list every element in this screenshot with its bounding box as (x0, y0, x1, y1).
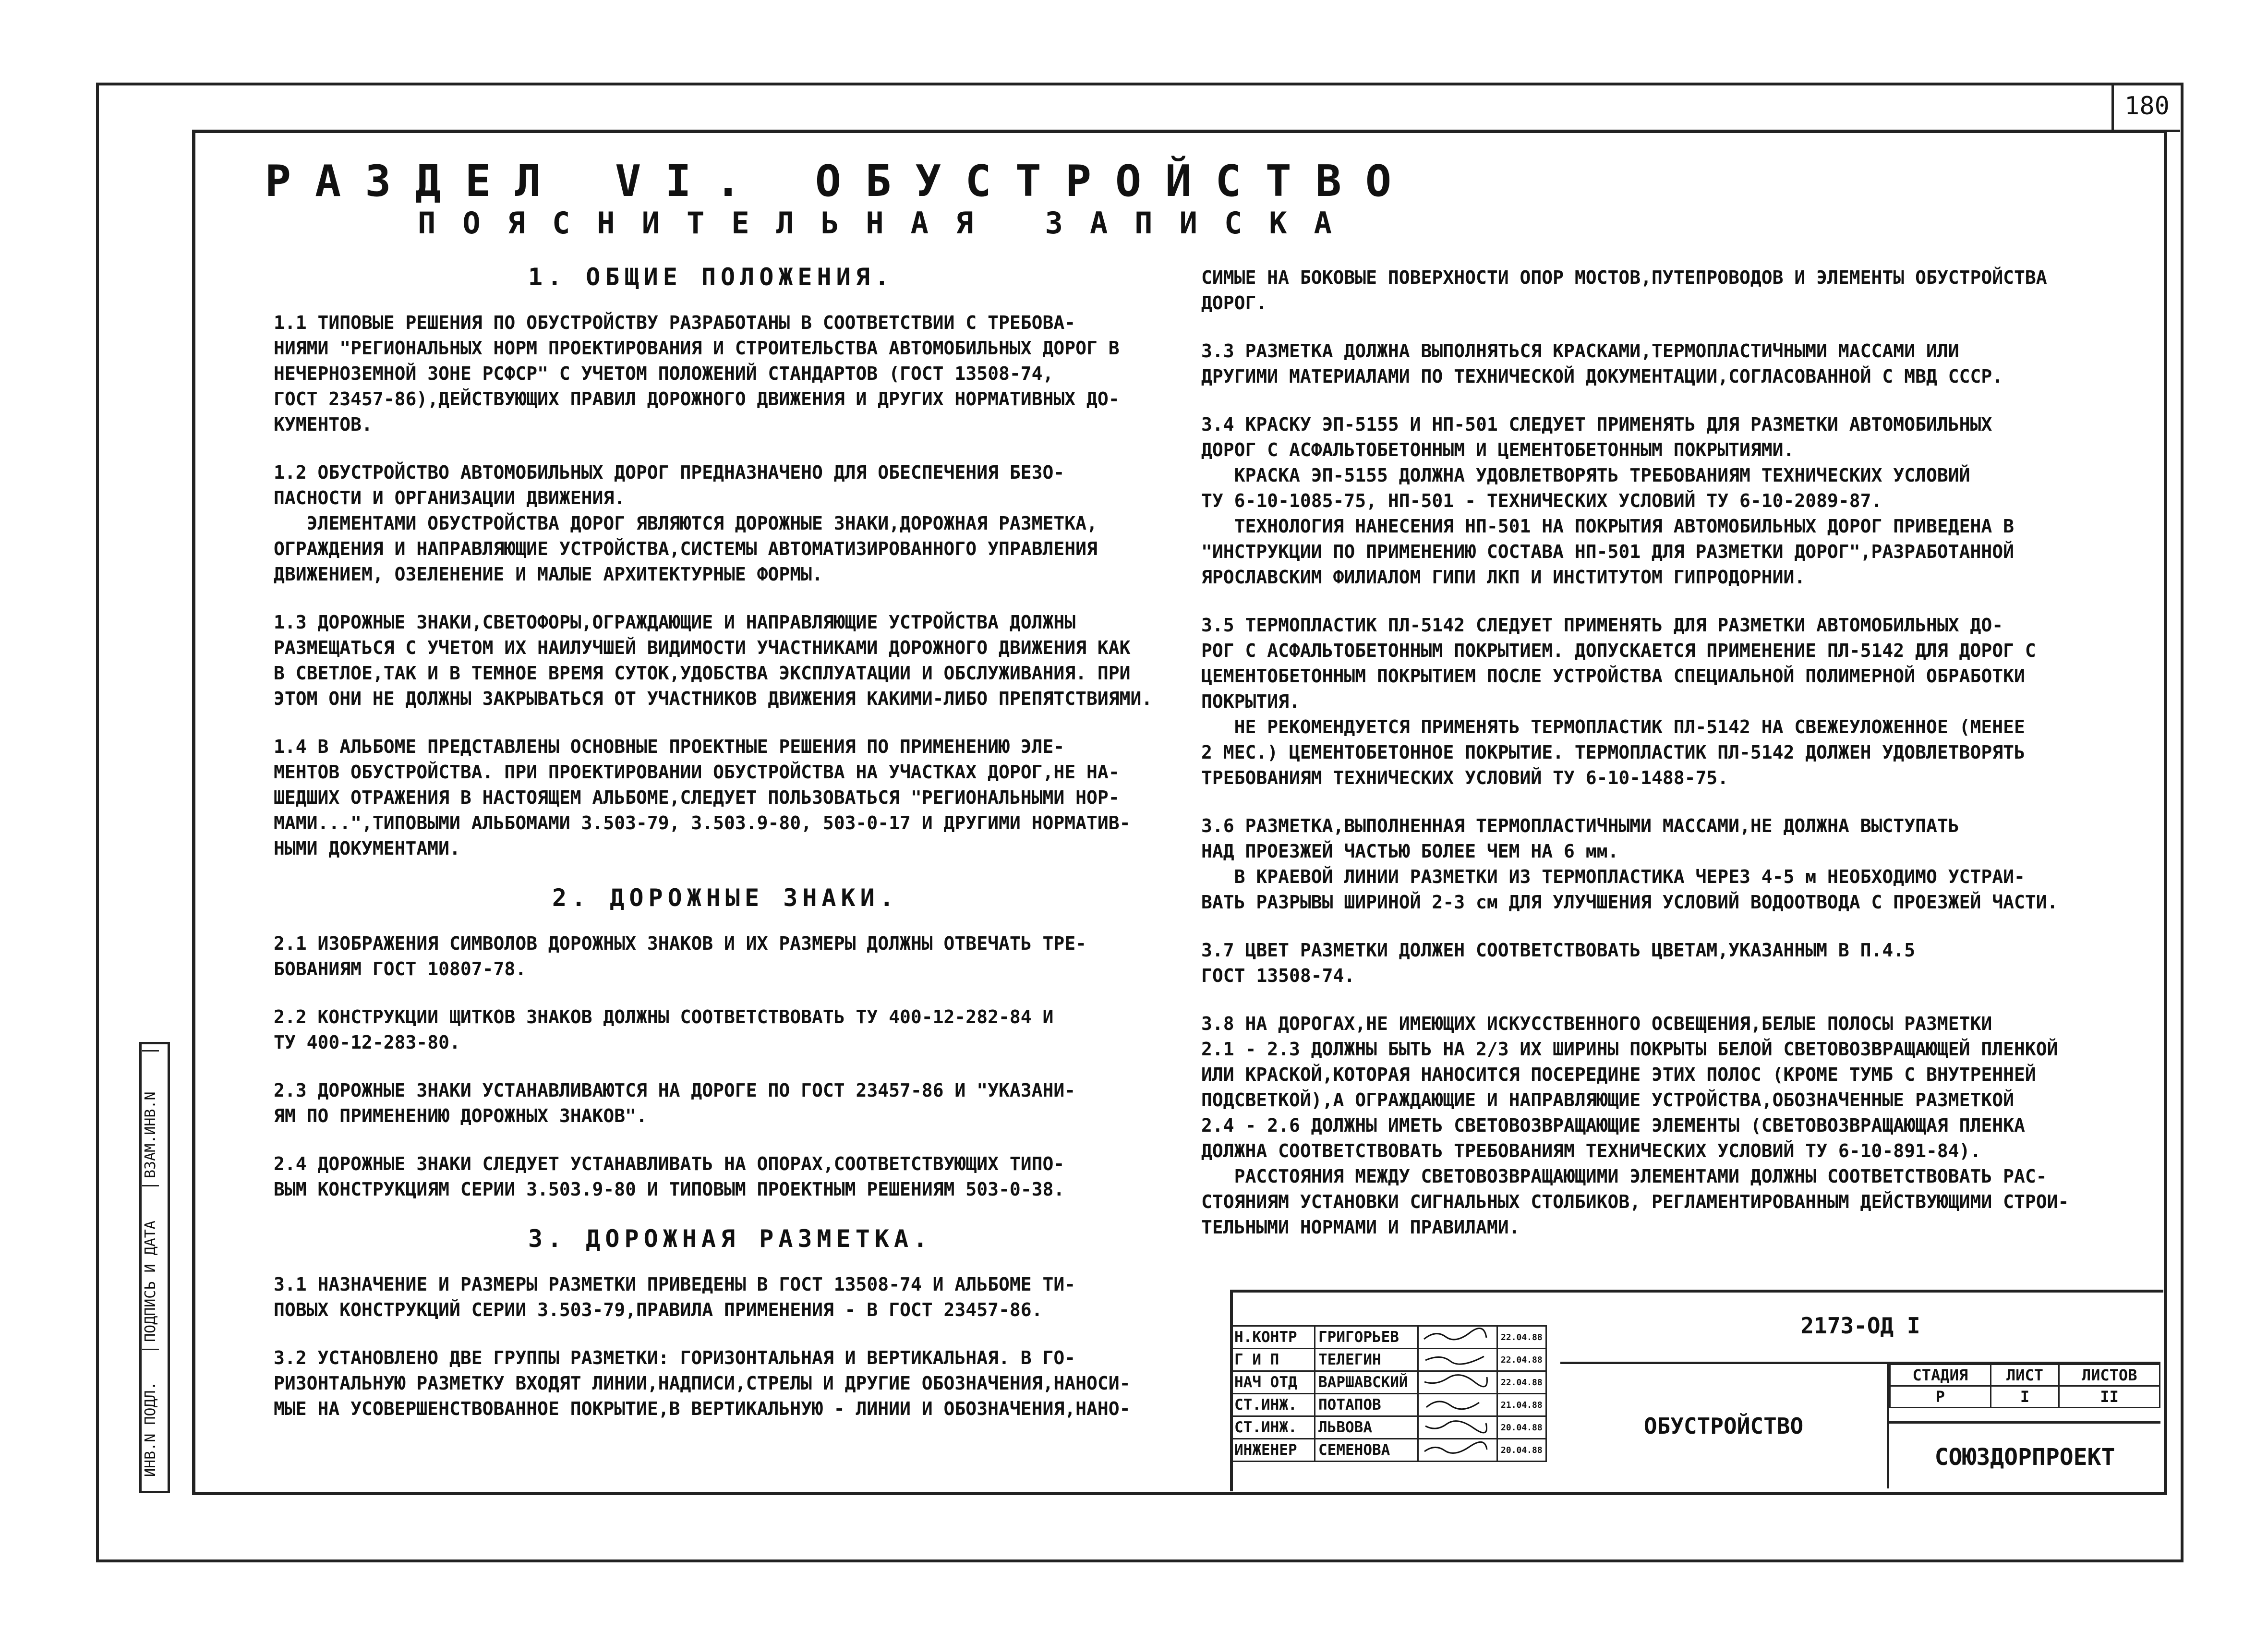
section-heading-2: 2. ДОРОЖНЫЕ ЗНАКИ. (552, 884, 899, 912)
signer-name: ГРИГОРЬЕВ (1315, 1326, 1418, 1349)
side-stamp-sign: ПОДПИСЬ И ДАТА (142, 1185, 159, 1349)
signer-date: 22.04.88 (1497, 1326, 1546, 1349)
organization-name: СОЮЗДОРПРОЕКТ (1889, 1421, 2160, 1491)
paragraph-3-7: 3.7 ЦВЕТ РАЗМЕТКИ ДОЛЖЕН СООТВЕТСТВОВАТЬ ЦВЕТАМ,УКАЗАННЫМ В П.4.5 ГОСТ 13508-74. (1201, 940, 1916, 986)
paragraph-3-6: 3.6 РАЗМЕТКА,ВЫПОЛНЕННАЯ ТЕРМОПЛАСТИЧНЫМИ МАССАМИ,НЕ ДОЛЖНА ВЫСТУПАТЬ НАД ПРОЕЗЖЕЙ ЧАСТЬЮ БОЛЕЕ ЧЕМ НА 6 мм. В КРАЕВОЙ ЛИНИИ РАЗМЕТКИ ИЗ ТЕРМОПЛАСТИКА ЧЕРЕЗ 4-5 м НЕОБХОДИМО УСТРАИ- ВАТЬ РАЗРЫВЫ ШИРИНОЙ 2-3 см ДЛЯ УЛУЧШЕНИЯ УСЛОВИЙ ВОДООТВОДА С ПРОЕЗЖЕЙ ЧАСТИ. (1201, 815, 2058, 913)
stage-header: СТАДИЯ (1890, 1365, 1991, 1386)
signer-role: ИНЖЕНЕР (1231, 1439, 1315, 1462)
section-heading-1: 1. ОБЩИЕ ПОЛОЖЕНИЯ. (528, 263, 894, 291)
signature-scribble (1422, 1327, 1489, 1343)
signer-row (1231, 1349, 1546, 1371)
paragraph-3-2-continued: СИМЫЕ НА БОКОВЫЕ ПОВЕРХНОСТИ ОПОР МОСТОВ,ПУТЕПРОВОДОВ И ЭЛЕМЕНТЫ ОБУСТРОЙСТВА ДОРОГ. (1201, 267, 2047, 314)
stage-table (1889, 1364, 2160, 1408)
sheet-header: ЛИСТ (1991, 1365, 2059, 1386)
signer-date: 22.04.88 (1497, 1371, 1546, 1394)
signer-date: 20.04.88 (1497, 1416, 1546, 1439)
page-number: 180 (2111, 83, 2180, 132)
side-stamp-replace: ВЗАМ.ИНВ.N (142, 1050, 159, 1185)
paragraph-3-8: 3.8 НА ДОРОГАХ,НЕ ИМЕЮЩИХ ИСКУССТВЕННОГО ОСВЕЩЕНИЯ,БЕЛЫЕ ПОЛОСЫ РАЗМЕТКИ 2.1 - 2.3 ДОЛЖНЫ БЫТЬ НА 2/3 ИХ ШИРИНЫ ПОКРЫТЫ БЕЛОЙ СВЕТОВОЗВРАЩАЮЩЕЙ ПЛЕНКОЙ ИЛИ КРАСКОЙ,КОТОРАЯ НАНОСИТСЯ ПОСЕРЕДИНЕ ЭТИХ ПОЛОС (КРОМЕ ТУМБ С ВНУТРЕННЕЙ ПОДСВЕТКОЙ),А ОГРАЖДАЮЩИЕ И НАПРАВЛЯЮЩИЕ УСТРОЙСТВА,ОБОЗНАЧЕННЫЕ РАЗМЕТКОЙ 2.4 - 2.6 ДОЛЖНЫ ИМЕТЬ СВЕТОВОЗВРАЩАЮЩИЕ ЭЛЕМЕНТЫ (СВЕТОВОЗВРАЩАЮЩАЯ ПЛЕНКА ДОЛЖНА СООТВЕТСТВОВАТЬ ТРЕБОВАНИЯМ ТЕХНИЧЕСКИХ УСЛОВИЙ ТУ 6-10-891-84). РАССТОЯНИЯ МЕЖДУ СВЕТОВОЗВРАЩАЮЩИМИ ЭЛЕМЕНТАМИ ДОЛЖНЫ СООТВЕТСТВОВАТЬ РАС- СТОЯНИЯМ УСТАНОВКИ СИГНАЛЬНЫХ СТОЛБИКОВ, РЕГЛАМЕНТИРОВАННЫМ ДЕЙСТВУЮЩИМИ СТРОИ- ТЕЛЬНЫМИ НОРМАМИ И ПРАВИЛАМИ. (1201, 1013, 2069, 1238)
side-stamp (142, 1050, 159, 1484)
signer-row (1231, 1416, 1546, 1439)
object-name: ОБУСТРОЙСТВО (1560, 1364, 1889, 1488)
signer-name: ПОТАПОВ (1315, 1394, 1418, 1416)
signature (1418, 1349, 1497, 1371)
signer-name: ТЕЛЕГИН (1315, 1349, 1418, 1371)
section-heading-3: 3. ДОРОЖНАЯ РАЗМЕТКА. (528, 1225, 933, 1253)
signer-row (1231, 1326, 1546, 1349)
signature-scribble (1422, 1372, 1489, 1389)
signature-scribble (1422, 1440, 1489, 1456)
signer-row (1231, 1439, 1546, 1462)
signer-role: НАЧ ОТД (1231, 1371, 1315, 1394)
signer-name: ЛЬВОВА (1315, 1416, 1418, 1439)
paragraph-1-1: 1.1 ТИПОВЫЕ РЕШЕНИЯ ПО ОБУСТРОЙСТВУ РАЗРАБОТАНЫ В СООТВЕТСТВИИ С ТРЕБОВА- НИЯМИ "РЕГИОНАЛЬНЫХ НОРМ ПРОЕКТИРОВАНИЯ И СТРОИТЕЛЬСТВА АВТОМОБИЛЬНЫХ ДОРОГ В НЕЧЕРНОЗЕМНОЙ ЗОНЕ РСФСР" С УЧЕТОМ ПОЛОЖЕНИЙ СТАНДАРТОВ (ГОСТ 13508-74, ГОСТ 23457-86),ДЕЙСТВУЮЩИХ ПРАВИЛ ДОРОЖНОГО ДВИЖЕНИЯ И ДРУГИХ НОРМАТИВНЫХ ДО- КУМЕНТОВ. (274, 312, 1120, 435)
paragraph-3-3: 3.3 РАЗМЕТКА ДОЛЖНА ВЫПОЛНЯТЬСЯ КРАСКАМИ,ТЕРМОПЛАСТИЧНЫМИ МАССАМИ ИЛИ ДРУГИМИ МАТЕРИАЛАМИ ПО ТЕХНИЧЕСКОЙ ДОКУМЕНТАЦИИ,СОГЛАСОВАННОЙ С МВД СССР. (1201, 340, 2003, 387)
paragraph-3-2: 3.2 УСТАНОВЛЕНО ДВЕ ГРУППЫ РАЗМЕТКИ: ГОРИЗОНТАЛЬНАЯ И ВЕРТИКАЛЬНАЯ. В ГО- РИЗОНТАЛЬНУЮ РАЗМЕТКУ ВХОДЯТ ЛИНИИ,НАДПИСИ,СТРЕЛЫ И ДРУГИЕ ОБОЗНАЧЕНИЯ,НАНОСИ- МЫЕ НА УСОВЕРШЕНСТВОВАННОЕ ПОКРЫТИЕ,В ВЕРТИКАЛЬНУЮ - ЛИНИИ И ОБОЗНАЧЕНИЯ,НАНО- (274, 1347, 1131, 1419)
signer-row (1231, 1394, 1546, 1416)
signature (1418, 1371, 1497, 1394)
paragraph-1-3: 1.3 ДОРОЖНЫЕ ЗНАКИ,СВЕТОФОРЫ,ОГРАЖДАЮЩИЕ И НАПРАВЛЯЮЩИЕ УСТРОЙСТВА ДОЛЖНЫ РАЗМЕЩАТЬСЯ С УЧЕТОМ ИХ НАИЛУЧШЕЙ ВИДИМОСТИ УЧАСТНИКАМИ ДОРОЖНОГО ДВИЖЕНИЯ КАК В СВЕТЛОЕ,ТАК И В ТЕМНОЕ ВРЕМЯ СУТОК,УДОБСТВА ЭКСПЛУАТАЦИИ И ОБСЛУЖИВАНИЯ. ПРИ ЭТОМ ОНИ НЕ ДОЛЖНЫ ЗАКРЫВАТЬСЯ ОТ УЧАСТНИКОВ ДВИЖЕНИЯ КАКИМИ-ЛИБО ПРЕПЯТСТВИЯМИ. (274, 612, 1153, 709)
side-stamp-inv: ИНВ.N ПОДЛ. (142, 1349, 159, 1484)
signature (1418, 1394, 1497, 1416)
signer-role: Н.КОНТР (1231, 1326, 1315, 1349)
signer-role: Г И П (1231, 1349, 1315, 1371)
paragraph-3-4: 3.4 КРАСКУ ЭП-5155 И НП-501 СЛЕДУЕТ ПРИМЕНЯТЬ ДЛЯ РАЗМЕТКИ АВТОМОБИЛЬНЫХ ДОРОГ С АСФАЛЬТОБЕТОННЫМ И ЦЕМЕНТОБЕТОННЫМ ПОКРЫТИЯМИ. КРАСКА ЭП-5155 ДОЛЖНА УДОВЛЕТВОРЯТЬ ТРЕБОВАНИЯМ ТЕХНИЧЕСКИХ УСЛОВИЙ ТУ 6-10-1085-75, НП-501 - ТЕХНИЧЕСКИХ УСЛОВИЙ ТУ 6-10-2089-87. ТЕХНОЛОГИЯ НАНЕСЕНИЯ НП-501 НА ПОКРЫТИЯ АВТОМОБИЛЬНЫХ ДОРОГ ПРИВЕДЕНА В "ИНСТРУКЦИИ ПО ПРИМЕНЕНИЮ СОСТАВА НП-501 ДЛЯ РАЗМЕТКИ ДОРОГ",РАЗРАБОТАННОЙ ЯРОСЛАВСКИМ ФИЛИАЛОМ ГИПИ ЛКП И ИНСТИТУТОМ ГИПРОДОРНИИ. (1201, 414, 2014, 588)
paragraph-2-3: 2.3 ДОРОЖНЫЕ ЗНАКИ УСТАНАВЛИВАЮТСЯ НА ДОРОГЕ ПО ГОСТ 23457-86 И "УКАЗАНИ- ЯМ ПО ПРИМЕНЕНИЮ ДОРОЖНЫХ ЗНАКОВ". (274, 1080, 1076, 1126)
paragraph-1-2: 1.2 ОБУСТРОЙСТВО АВТОМОБИЛЬНЫХ ДОРОГ ПРЕДНАЗНАЧЕНО ДЛЯ ОБЕСПЕЧЕНИЯ БЕЗО- ПАСНОСТИ И ОРГАНИЗАЦИИ ДВИЖЕНИЯ. ЭЛЕМЕНТАМИ ОБУСТРОЙСТВА ДОРОГ ЯВЛЯЮТСЯ ДОРОЖНЫЕ ЗНАКИ,ДОРОЖНАЯ РАЗМЕТКА, ОГРАЖДЕНИЯ И НАПРАВЛЯЮЩИЕ УСТРОЙСТВА,СИСТЕМЫ АВТОМАТИЗИРОВАННОГО УПРАВЛЕНИЯ ДВИЖЕНИЕМ, ОЗЕЛЕНЕНИЕ И МАЛЫЕ АРХИТЕКТУРНЫЕ ФОРМЫ. (274, 462, 1098, 585)
page-title: РАЗДЕЛ VI. ОБУСТРОЙСТВО (265, 156, 1416, 206)
signature (1418, 1416, 1497, 1439)
signer-role: СТ.ИНЖ. (1231, 1394, 1315, 1416)
signers-table (1230, 1325, 1561, 1462)
stage-value: Р (1890, 1386, 1991, 1408)
signer-date: 21.04.88 (1497, 1394, 1546, 1416)
signature-scribble (1422, 1417, 1489, 1434)
paragraph-1-4: 1.4 В АЛЬБОМЕ ПРЕДСТАВЛЕНЫ ОСНОВНЫЕ ПРОЕКТНЫЕ РЕШЕНИЯ ПО ПРИМЕНЕНИЮ ЭЛЕ- МЕНТОВ ОБУСТРОЙСТВА. ПРИ ПРОЕКТИРОВАНИИ ОБУСТРОЙСТВА НА УЧАСТКАХ ДОРОГ,НЕ НА- ШЕДШИХ ОТРАЖЕНИЯ В НАСТОЯЩЕМ АЛЬБОМЕ,СЛЕДУЕТ ПОЛЬЗОВАТЬСЯ "РЕГИОНАЛЬНЫМИ НОР- МАМИ...",ТИПОВЫМИ АЛЬБОМАМИ 3.503-79, 3.503.9-80, 503-0-17 И ДРУГИМИ НОРМАТИВ- НЫМИ ДОКУМЕНТАМИ. (274, 736, 1131, 859)
signer-role: СТ.ИНЖ. (1231, 1416, 1315, 1439)
sheet-value: I (1991, 1386, 2059, 1408)
signer-date: 20.04.88 (1497, 1439, 1546, 1462)
paragraph-3-5: 3.5 ТЕРМОПЛАСТИК ПЛ-5142 СЛЕДУЕТ ПРИМЕНЯТЬ ДЛЯ РАЗМЕТКИ АВТОМОБИЛЬНЫХ ДО- РОГ С АСФАЛЬТОБЕТОННЫМ ПОКРЫТИЕМ. ДОПУСКАЕТСЯ ПРИМЕНЕНИЕ ПЛ-5142 ДЛЯ ДОРОГ С ЦЕМЕНТОБЕТОННЫМ ПОКРЫТИЕМ ПОСЛЕ УСТРОЙСТВА СПЕЦИАЛЬНОЙ ПОЛИМЕРНОЙ ОБРАБОТКИ ПОКРЫТИЯ. НЕ РЕКОМЕНДУЕТСЯ ПРИМЕНЯТЬ ТЕРМОПЛАСТИК ПЛ-5142 НА СВЕЖЕУЛОЖЕННОЕ (МЕНЕЕ 2 МЕС.) ЦЕМЕНТОБЕТОННОЕ ПОКРЫТИЕ. ТЕРМОПЛАСТИК ПЛ-5142 ДОЛЖЕН УДОВЛЕТВОРЯТЬ ТРЕБОВАНИЯМ ТЕХНИЧЕСКИХ УСЛОВИЙ ТУ 6-10-1488-75. (1201, 615, 2036, 788)
page-subtitle: ПОЯСНИТЕЛЬНАЯ ЗАПИСКА (418, 206, 1359, 241)
signature-scribble (1422, 1350, 1489, 1366)
paragraph-2-2: 2.2 КОНСТРУКЦИИ ЩИТКОВ ЗНАКОВ ДОЛЖНЫ СООТВЕТСТВОВАТЬ ТУ 400-12-282-84 И ТУ 400-12-283-80. (274, 1006, 1054, 1053)
right-column (1201, 265, 2104, 1240)
paragraph-2-1: 2.1 ИЗОБРАЖЕНИЯ СИМВОЛОВ ДОРОЖНЫХ ЗНАКОВ И ИХ РАЗМЕРЫ ДОЛЖНЫ ОТВЕЧАТЬ ТРЕ- БОВАНИЯМ ГОСТ 10807-78. (274, 933, 1086, 979)
signature (1418, 1439, 1497, 1462)
paragraph-3-1: 3.1 НАЗНАЧЕНИЕ И РАЗМЕРЫ РАЗМЕТКИ ПРИВЕДЕНЫ В ГОСТ 13508-74 И АЛЬБОМЕ ТИ- ПОВЫХ КОНСТРУКЦИЙ СЕРИИ 3.503-79,ПРАВИЛА ПРИМЕНЕНИЯ - В ГОСТ 23457-86. (274, 1274, 1076, 1320)
left-column (274, 263, 1176, 1422)
document-code: 2173-ОД I (1560, 1290, 2160, 1364)
sheets-header: ЛИСТОВ (2059, 1365, 2160, 1386)
paragraph-2-4: 2.4 ДОРОЖНЫЕ ЗНАКИ СЛЕДУЕТ УСТАНАВЛИВАТЬ НА ОПОРАХ,СООТВЕТСТВУЮЩИХ ТИПО- ВЫМ КОНСТРУКЦИЯМ СЕРИИ 3.503.9-80 И ТИПОВЫМ ПРОЕКТНЫМ РЕШЕНИЯМ 503-0-38. (274, 1153, 1065, 1200)
signature-scribble (1422, 1395, 1489, 1411)
sheets-value: II (2059, 1386, 2160, 1408)
signer-date: 22.04.88 (1497, 1349, 1546, 1371)
signature (1418, 1326, 1497, 1349)
signer-row (1231, 1371, 1546, 1394)
signer-name: СЕМЕНОВА (1315, 1439, 1418, 1462)
signer-name: ВАРШАВСКИЙ (1315, 1371, 1418, 1394)
